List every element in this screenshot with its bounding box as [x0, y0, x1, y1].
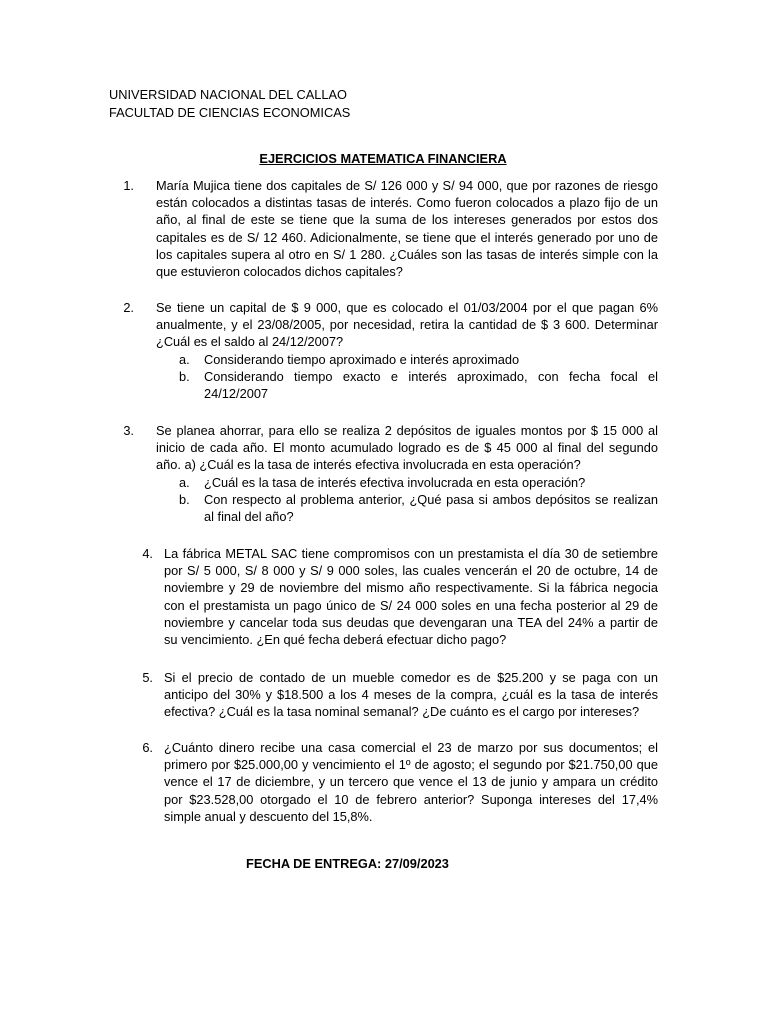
exercise-text: María Mujica tiene dos capitales de S/ 126 000 y S/ 94 000, que por razones de riesgo están colocados a distintas tasas de interés. Como fueron colocados a plazo fijo de un año, al final de este se tiene que la suma de los intereses generados por estos dos capitales es de S/ 12 460. Adicionalmente, se tiene que el interés generado por uno de los capitales supera al otro en S/ 1 280. ¿Cuáles son las tasas de interés simple con la que estuvieron colocados dichos capitales? [156, 178, 658, 280]
due-date: FECHA DE ENTREGA: 27/09/2023 [246, 856, 449, 871]
exercise-text: La fábrica METAL SAC tiene compromisos con un prestamista el día 30 de setiembre por S/ 5 000, S/ 8 000 y S/ 9 000 soles, las cuales vencerán el 20 de octubre, 14 de noviembre y 29 de noviembre del mismo año respectivamente. Si la fábrica negocia con el prestamista un pago único de S/ 24 000 soles en una fecha posterior al 29 de noviembre y cancelar toda sus deudas que devengaran una TEA del 24% a partir de su vencimiento. ¿En qué fecha deberá efectuar dicho pago? [164, 546, 658, 648]
subitem-text: Considerando tiempo aproximado e interés aproximado [204, 352, 520, 367]
exercise-text: Se tiene un capital de $ 9 000, que es colocado el 01/03/2004 por el que pagan 6% anualmente, y el 23/08/2005, por necesidad, retira la cantidad de $ 3 600. Determinar ¿Cuál es el saldo al 24/12/2007? [156, 300, 658, 350]
subitem-text: Considerando tiempo exacto e interés aproximado, con fecha focal el 24/12/2007 [204, 369, 658, 402]
exercise-number: 5. [142, 670, 153, 685]
subitem-label: a. [179, 352, 190, 367]
exercise-subitems [179, 474, 658, 526]
university-name: UNIVERSIDAD NACIONAL DEL CALLAO [109, 87, 347, 102]
faculty-name: FACULTAD DE CIENCIAS ECONOMICAS [109, 104, 351, 120]
exercise-number: 2. [123, 300, 134, 315]
exercise-text: Si el precio de contado de un mueble comedor es de $25.200 y se paga con un anticipo del 30% y $18.500 a los 4 meses de la compra, ¿cuál es la tasa de interés efectiva? ¿Cuál es la tasa nominal semanal? ¿De cuánto es el cargo por intereses? [164, 670, 658, 720]
subitem-b [179, 368, 658, 402]
institution-header [109, 86, 609, 121]
subitem-a [179, 351, 658, 368]
exercise-number: 3. [123, 423, 134, 438]
subitem-label: b. [179, 369, 190, 385]
subitem-label: b. [179, 492, 190, 508]
exercise-subitems [179, 351, 658, 403]
document-title: EJERCICIOS MATEMATICA FINANCIERA [259, 151, 507, 166]
subitem-text: Con respecto al problema anterior, ¿Qué pasa si ambos depósitos se realizan al final del año? [204, 492, 658, 525]
exercise-text: ¿Cuánto dinero recibe una casa comercial el 23 de marzo por sus documentos; el primero por $25.000,00 y vencimiento el 1º de agosto; el segundo por $21.750,00 que vence el 17 de diciembre, y un tercero que vence el 13 de junio y ampara un crédito por $23.528,00 otorgado el 10 de febrero anterior? Suponga intereses del 17,4% simple anual y descuento del 15,8%. [164, 740, 658, 824]
exercise-number: 1. [123, 178, 134, 193]
subitem-label: a. [179, 475, 190, 490]
subitem-a [179, 474, 658, 491]
subitem-b [179, 491, 658, 525]
exercise-number: 6. [142, 740, 153, 755]
subitem-text: ¿Cuál es la tasa de interés efectiva involucrada en esta operación? [204, 475, 586, 490]
exercise-text: Se planea ahorrar, para ello se realiza 2 depósitos de iguales montos por $ 15 000 al inicio de cada año. El monto acumulado logrado es de $ 45 000 al final del segundo año. a) ¿Cuál es la tasa de interés efectiva involucrada en esta operación? [156, 423, 658, 473]
exercise-number: 4. [142, 546, 153, 561]
